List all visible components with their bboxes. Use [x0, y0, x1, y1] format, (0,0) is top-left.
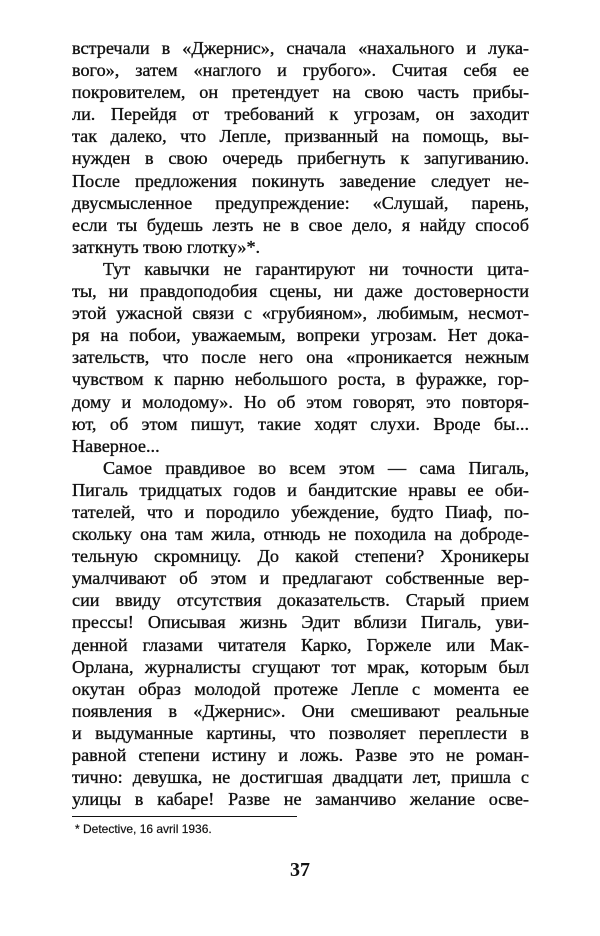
- text-line: ты, ни правдоподобия сцены, ни даже достоверности: [72, 281, 529, 302]
- text-line: прессы! Описывая жизнь Эдит вблизи Пигаль, уви-: [72, 612, 529, 633]
- text-line: ют, об этом пишут, такие ходят слухи. Вроде бы...: [72, 413, 529, 434]
- text-line: равной степени истину и ложь. Разве это не роман-: [72, 745, 529, 765]
- text-line: ря на побои, уважаемым, вопреки угрозам. Нет дока-: [72, 325, 529, 346]
- text-line: нужден в свою очередь прибегнуть к запугиванию.: [72, 148, 529, 169]
- text-line: появления в «Джернис». Они смешивают реальные: [72, 700, 529, 721]
- text-line: умалчивают об этом и предлагают собственные вер-: [72, 568, 529, 589]
- text-line: скольку она там жила, отнюдь не походила на доброде-: [72, 524, 529, 545]
- text-line: встречали в «Джернис», сначала «нахального и лука-: [72, 38, 529, 58]
- text-line: заткнуть твою глотку»*.: [72, 236, 261, 257]
- text-line: Самое правдивое во всем этом — сама Пигаль,: [103, 457, 529, 478]
- text-line: Орлана, журналисты сгущают тот мрак, которым был: [72, 656, 529, 677]
- text-line: зательств, что после него она «проникается нежным: [72, 347, 529, 368]
- footnote-divider: [72, 816, 297, 817]
- text-line: окутан образ молодой протеже Лепле с момента ее: [72, 678, 529, 699]
- text-line: покровителем, он претендует на свою часть прибы-: [72, 82, 529, 103]
- text-line: сии ввиду отсутствия доказательств. Старый прием: [72, 590, 529, 611]
- text-line: вого», затем «наглого и грубого». Считая себя ее: [72, 60, 529, 81]
- text-line: тельную скромницу. До какой степени? Хроникеры: [72, 546, 529, 567]
- text-line: Тут кавычки не гарантируют ни точности цита-: [103, 258, 529, 279]
- text-line: этой ужасной связи с «грубияном», любимым, несмот-: [72, 303, 529, 324]
- footnote: * Detective, 16 avril 1936.: [75, 822, 212, 836]
- text-line: Наверное...: [72, 435, 160, 456]
- text-line: тателей, что и породило убеждение, будто Пиаф, по-: [72, 501, 529, 522]
- text-line: и выдуманные картины, что позволяет переплести в: [72, 722, 529, 743]
- text-line: так далеко, что Лепле, призванный на помощь, вы-: [72, 126, 529, 147]
- text-line: улицы в кабаре! Разве не заманчиво желание осве-: [72, 789, 529, 810]
- text-line: если ты будешь лезть не в свое дело, я найду способ: [72, 214, 529, 235]
- text-line: тично: девушка, не достигшая двадцати лет, пришла с: [72, 767, 529, 788]
- body-text: [72, 37, 529, 810]
- page-number: 37: [290, 859, 310, 881]
- text-line: двусмысленное предупреждение: «Слушай, парень,: [72, 192, 529, 213]
- text-line: После предложения покинуть заведение следует не-: [72, 170, 529, 191]
- text-line: чувством к парню небольшого роста, в фуражке, гор-: [72, 369, 529, 390]
- text-line: ли. Перейдя от требований к угрозам, он заходит: [72, 104, 529, 125]
- text-line: дому и молодому». Но об этом говорят, это повторя-: [72, 391, 529, 412]
- text-line: Пигаль тридцатых годов и бандитские нравы ее оби-: [72, 479, 529, 500]
- text-line: денной глазами читателя Карко, Горжеле или Мак-: [72, 634, 529, 655]
